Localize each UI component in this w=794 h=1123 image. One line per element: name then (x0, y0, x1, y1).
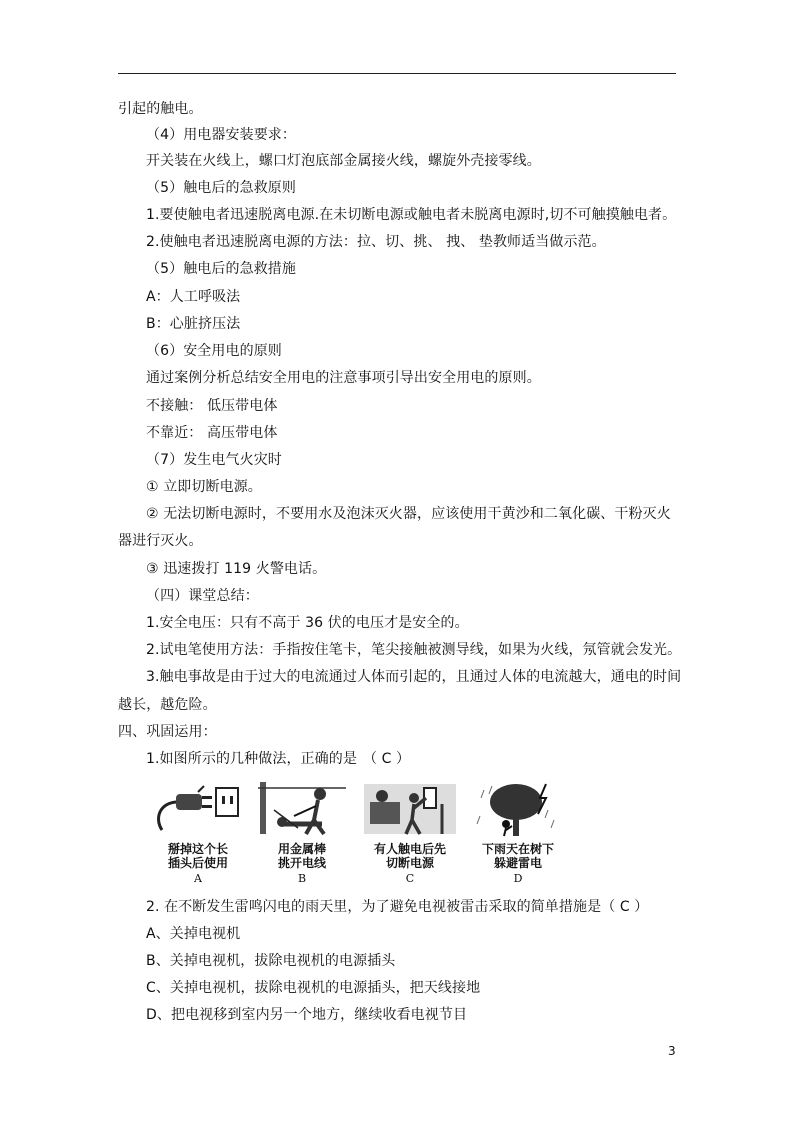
text-line: ② 无法切断电源时，不要用水及泡沫灭火器，应该使用干黄沙和二氧化碳、干粉灭火 (146, 506, 671, 522)
panel-letter: C (405, 872, 415, 885)
page-number: 3 (668, 1044, 676, 1058)
option-c: C、关掉电视机，拔除电视机的电源插头，把天线接地 (146, 980, 481, 996)
text-line: 越长，越危险。 (118, 697, 217, 713)
caption-line: 插头后使用 (167, 856, 228, 870)
caption-line: 躲避雷电 (493, 856, 542, 870)
question-1 (146, 750, 410, 768)
text-line: （7）发生电气火灾时 (146, 452, 282, 468)
text-line: A：人工呼吸法 (146, 289, 241, 305)
text-line: （6）安全用电的原则 (146, 343, 282, 359)
text-line: 不靠近： 高压带电体 (146, 425, 278, 441)
question-1-figure (150, 780, 570, 890)
option-d: D、把电视移到室内另一个地方，继续收看电视节目 (146, 1007, 468, 1023)
caption-line: 切断电源 (385, 856, 434, 870)
text-line: 器进行灭火。 (118, 533, 203, 549)
figure-panel-b (254, 780, 350, 890)
panel-letter: A (194, 872, 202, 885)
text-line: 3.触电事故是由于过大的电流通过人体而引起的，且通过人体的电流越大，通电的时间 (146, 669, 682, 685)
text-line: 引起的触电。 (118, 101, 203, 117)
section-heading: 四、巩固运用： (118, 724, 217, 740)
plug-illustration (150, 780, 246, 840)
option-a: A、关掉电视机 (146, 926, 241, 942)
text-line: ③ 迅速拨打 119 火警电话。 (146, 561, 327, 577)
question-2-text: 2. 在不断发生雷鸣闪电的雨天里，为了避免电视被雷击采取的简单措施是 (146, 899, 602, 915)
question-1-answer: （ C ） (362, 751, 411, 767)
cut-power-illustration (362, 780, 458, 840)
figure-panel-a (150, 780, 246, 890)
panel-letter: B (297, 872, 307, 885)
text-line: 不接触： 低压带电体 (146, 398, 278, 414)
text-line: B：心脏挤压法 (146, 316, 241, 332)
question-2 (146, 898, 648, 916)
text-line: （5）触电后的急救措施 (146, 261, 297, 277)
header-rule (118, 73, 676, 74)
text-line: （4）用电器安装要求： (146, 127, 297, 143)
text-line: 2.试电笔使用方法：手指按住笔卡，笔尖接触被测导线，如果为火线，氖管就会发光。 (146, 642, 682, 658)
text-line: 通过案例分析总结安全用电的注意事项引导出安全用电的原则。 (146, 370, 541, 386)
caption-line: 用金属棒 (277, 842, 326, 856)
text-line: 1.安全电压：只有不高于 36 伏的电压才是安全的。 (146, 615, 469, 631)
question-1-text: 1.如图所示的几种做法，正确的是 (146, 751, 357, 767)
question-2-answer: （ C ） (601, 899, 649, 915)
text-line: （5）触电后的急救原则 (146, 180, 297, 196)
caption-line: 挑开电线 (277, 856, 326, 870)
figure-panel-c (362, 780, 458, 890)
text-line: 开关装在火线上，螺口灯泡底部金属接火线，螺旋外壳接零线。 (146, 153, 541, 169)
tree-in-rain-illustration (470, 780, 566, 840)
text-line: ① 立即切断电源。 (146, 479, 262, 495)
caption-line: 掰掉这个长 (167, 842, 228, 856)
text-line: （四）课堂总结： (146, 588, 259, 604)
caption-line: 下雨天在树下 (481, 842, 554, 856)
option-b: B、关掉电视机，拔除电视机的电源插头 (146, 953, 396, 969)
text-line: 2.使触电者迅速脱离电源的方法：拉、切、挑、 拽、 垫教师适当做示范。 (146, 234, 606, 250)
panel-letter: D (513, 872, 523, 885)
caption-line: 有人触电后先 (373, 842, 446, 856)
metal-rod-illustration (254, 780, 350, 840)
figure-panel-d (470, 780, 566, 890)
text-line: 1.要使触电者迅速脱离电源.在未切断电源或触电者未脱离电源时,切不可触摸触电者。 (146, 207, 677, 223)
